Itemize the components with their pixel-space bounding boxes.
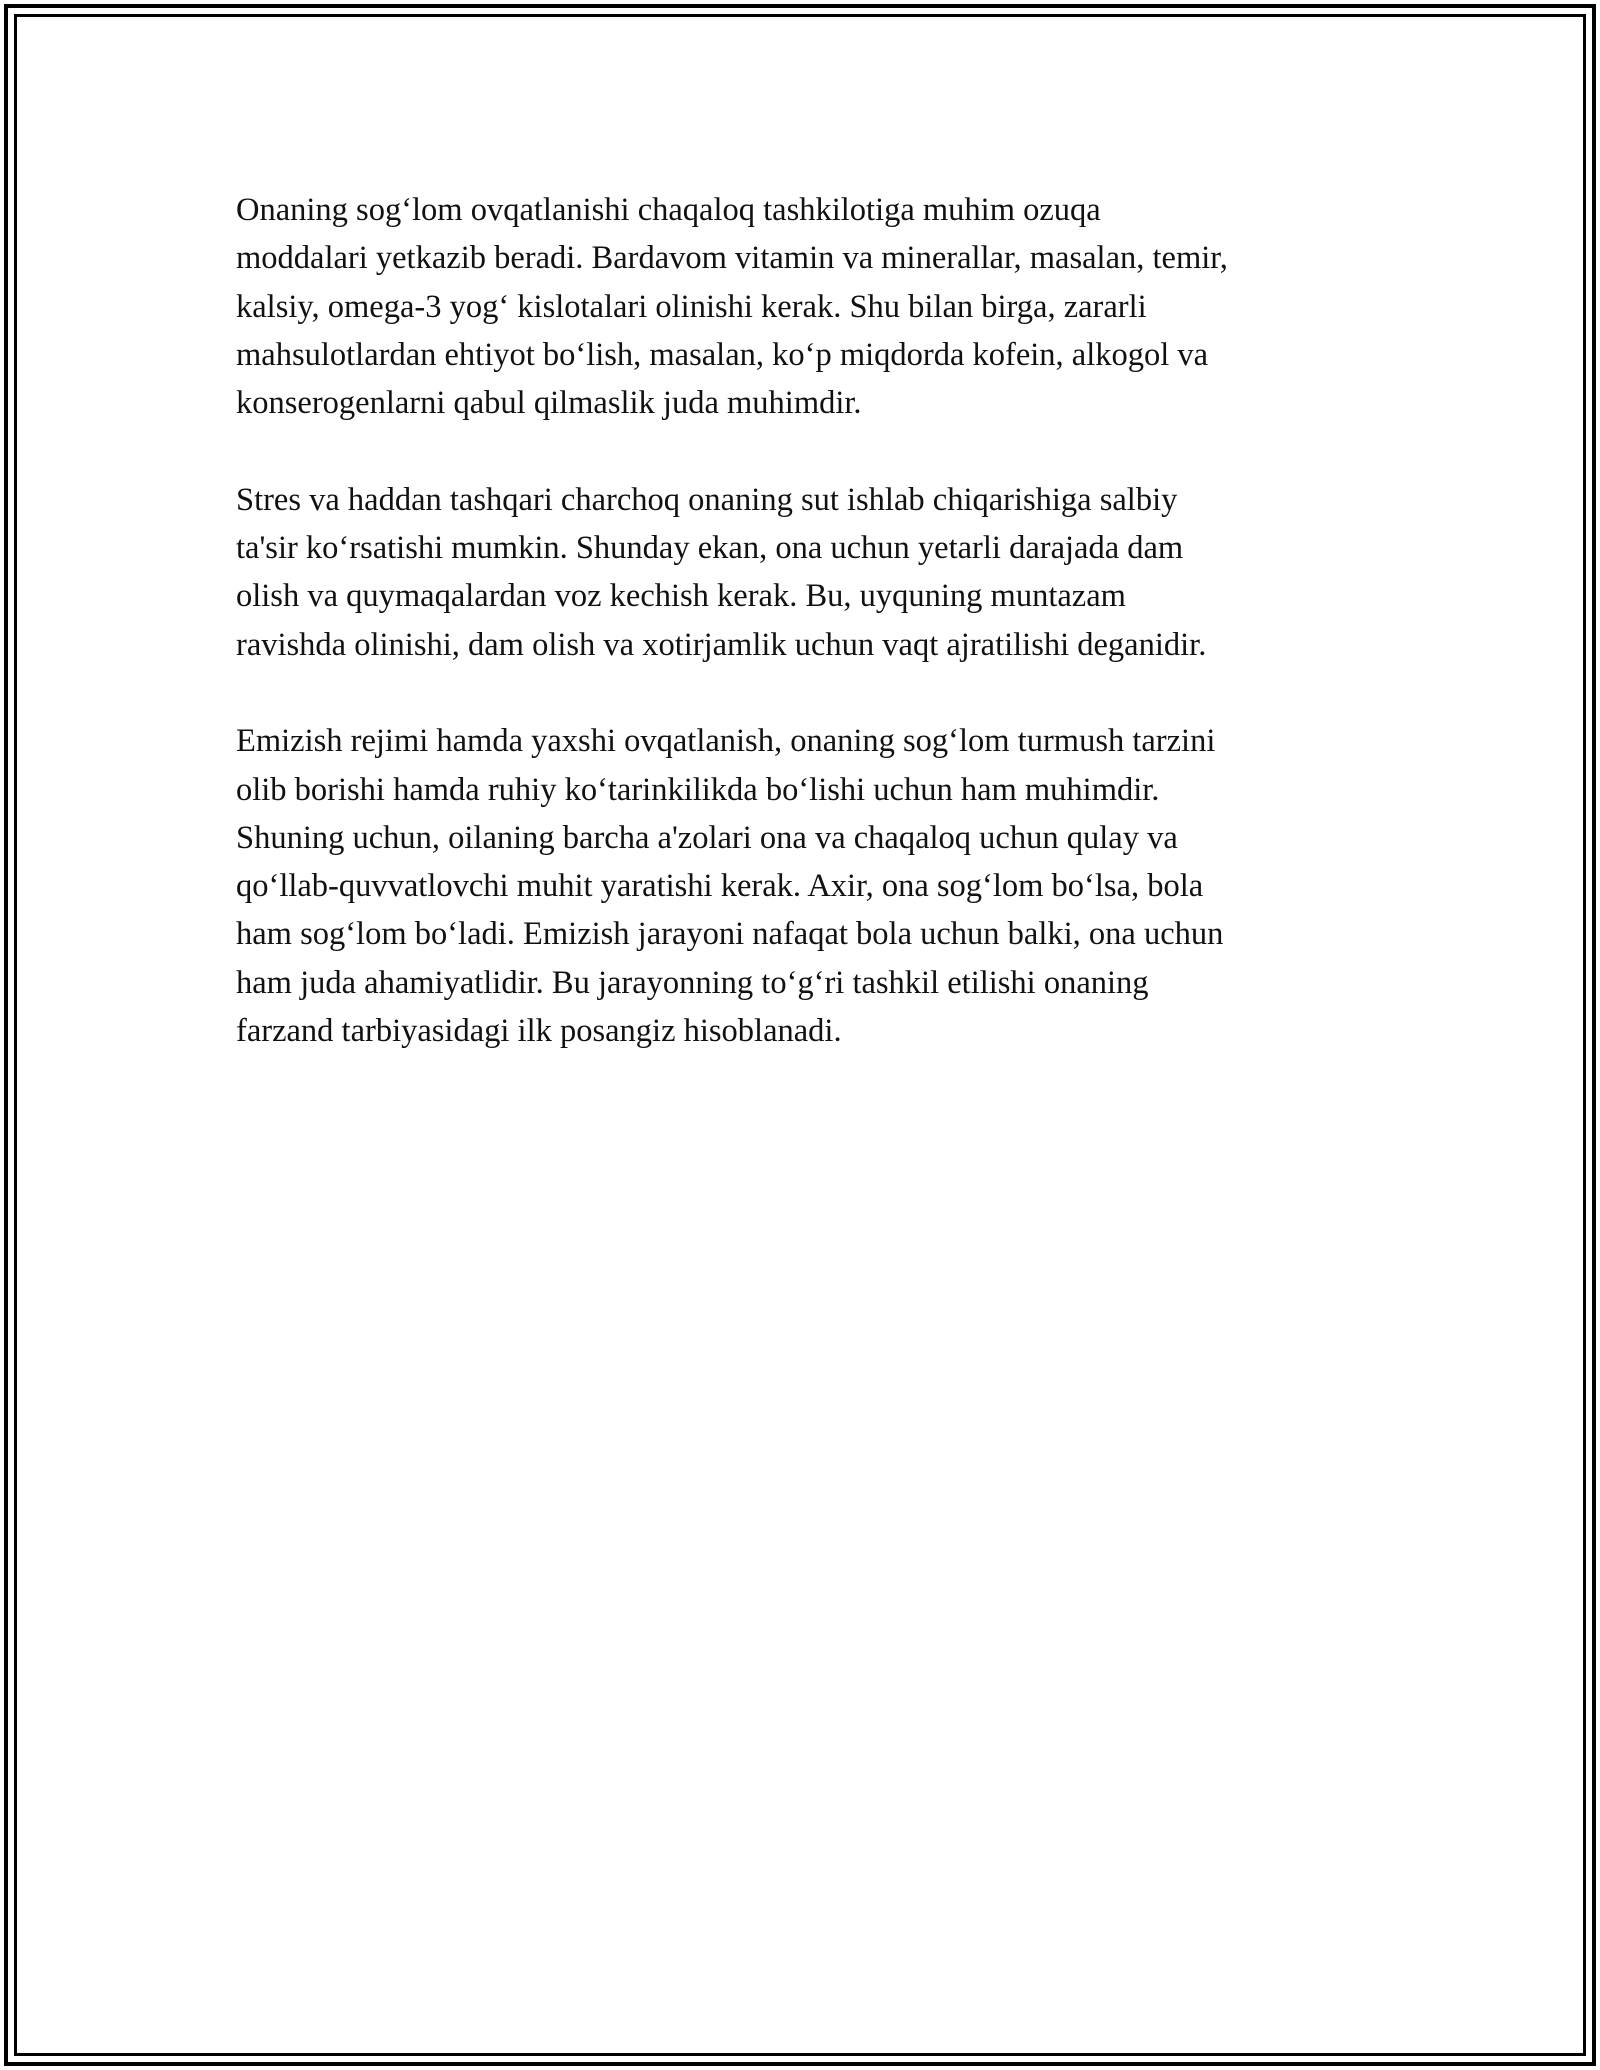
text-line: ravishda olinishi, dam olish va xotirjamlik uchun vaqt ajratilishi deganidir. bbox=[236, 626, 1207, 663]
text-line: Emizish rejimi hamda yaxshi ovqatlanish, onaning sog‘lom turmush tarzini bbox=[236, 723, 1216, 760]
text-line: olish va quymaqalardan voz kechish kerak. Bu, uyquning muntazam bbox=[236, 578, 1126, 615]
text-line: Shuning uchun, oilaning barcha a'zolari ona va chaqaloq uchun qulay va bbox=[236, 819, 1178, 856]
text-line: Stres va haddan tashqari charchoq onaning sut ishlab chiqarishiga salbiy bbox=[236, 481, 1178, 518]
document-body bbox=[236, 186, 1376, 1104]
text-line: Onaning sog‘lom ovqatlanishi chaqaloq tashkilotiga muhim ozuqa bbox=[236, 192, 1101, 228]
text-line: ham sog‘lom bo‘ladi. Emizish jarayoni nafaqat bola uchun balki, ona uchun bbox=[236, 916, 1224, 953]
text-line: mahsulotlardan ehtiyot bo‘lish, masalan, ko‘p miqdorda kofein, alkogol va bbox=[236, 336, 1209, 373]
text-line: moddalari yetkazib beradi. Bardavom vitamin va minerallar, masalan, temir, bbox=[236, 240, 1228, 277]
paragraph-1 bbox=[236, 186, 1376, 427]
text-line: ham juda ahamiyatlidir. Bu jarayonning to‘g‘ri tashkil etilishi onaning bbox=[236, 964, 1149, 1001]
paragraph-2 bbox=[236, 476, 1376, 669]
text-line: kalsiy, omega-3 yog‘ kislotalari olinishi kerak. Shu bilan birga, zararli bbox=[236, 288, 1147, 325]
text-line: farzand tarbiyasidagi ilk posangiz hisoblanadi. bbox=[236, 1013, 842, 1050]
paragraph-3 bbox=[236, 717, 1376, 1055]
text-line: olib borishi hamda ruhiy ko‘tarinkilikda bo‘lishi uchun ham muhimdir. bbox=[236, 771, 1160, 808]
text-line: ta'sir ko‘rsatishi mumkin. Shunday ekan, ona uchun yetarli darajada dam bbox=[236, 530, 1184, 567]
text-line: qo‘llab-quvvatlovchi muhit yaratishi kerak. Axir, ona sog‘lom bo‘lsa, bola bbox=[236, 868, 1204, 905]
text-line: konserogenlarni qabul qilmaslik juda muhimdir. bbox=[236, 385, 862, 422]
